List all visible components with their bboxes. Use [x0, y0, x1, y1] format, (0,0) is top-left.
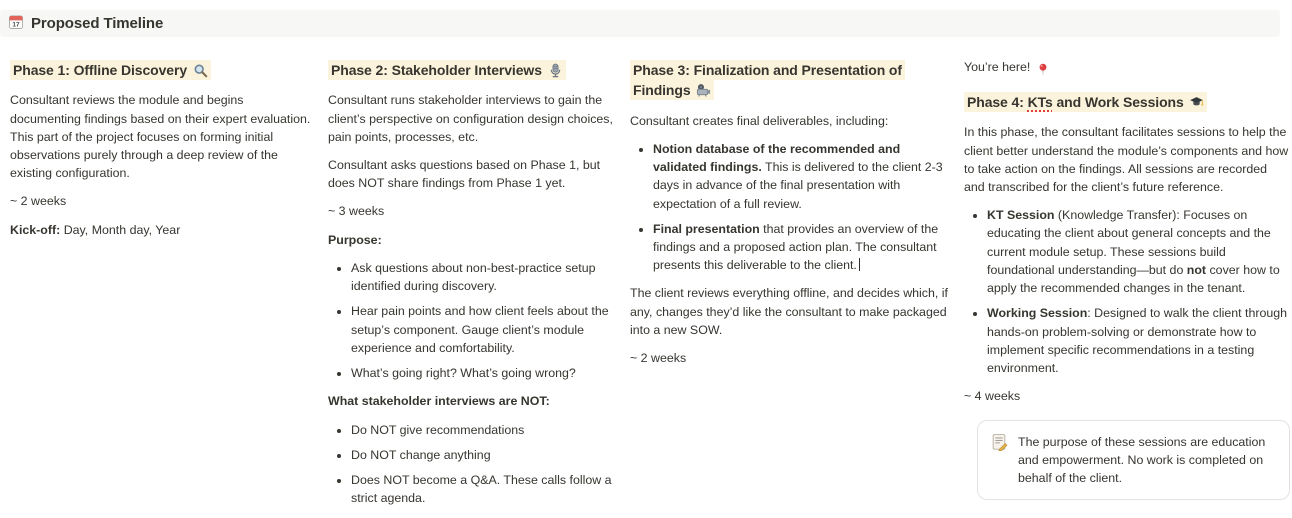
calendar-icon[interactable]: [8, 14, 24, 32]
text-segment: that provides an overview of the findings and a proposed action plan. The consultant presents this deliverable to the client.: [653, 222, 938, 272]
text-segment: The purpose of these sessions are education and empowerment. No work is completed on behalf of the client.: [1018, 435, 1265, 485]
paragraph[interactable]: [630, 112, 948, 130]
bullet-list: [630, 140, 948, 275]
paragraph[interactable]: [964, 387, 1290, 405]
text-segment: Do NOT change anything: [351, 448, 491, 462]
memo-icon: [990, 433, 1008, 451]
text-segment: What’s going right? What’s going wrong?: [351, 366, 576, 380]
text-segment: Phase 2: Stakeholder Interviews: [331, 62, 542, 78]
text-segment: Consultant creates final deliverables, including:: [630, 114, 888, 128]
bullet-list: [328, 421, 614, 508]
paragraph[interactable]: [964, 123, 1290, 196]
bold-text: Purpose:: [328, 233, 382, 247]
projector-icon: [696, 83, 711, 103]
text-segment: This is delivered to the client 2-3 days in advance of the final presentation with expectation of a full review.: [653, 160, 943, 210]
bullet-list: [328, 259, 614, 382]
text-segment: Day, Month day, Year: [60, 223, 180, 237]
column-phase-3: [630, 60, 948, 377]
text-segment: Phase 1: Offline Discovery: [13, 62, 187, 78]
phase-4-heading[interactable]: [964, 92, 1290, 115]
paragraph[interactable]: [10, 221, 312, 239]
list-item[interactable]: [351, 364, 614, 382]
column-phase-1: [10, 60, 312, 249]
text-segment: You’re here!: [964, 60, 1034, 74]
callout-text: [1018, 433, 1275, 488]
list-item[interactable]: [351, 421, 614, 439]
paragraph[interactable]: [328, 202, 614, 220]
column-phase-2: [328, 60, 614, 518]
list-item[interactable]: [351, 446, 614, 464]
list-item[interactable]: [653, 140, 948, 213]
text-segment: The client reviews everything offline, and decides which, if any, changes they’d like the consultant to make packaged into a new SOW.: [630, 286, 948, 336]
bold-text: What stakeholder interviews are NOT:: [328, 394, 550, 408]
text-segment: cover how to apply the recommended changes in the tenant.: [987, 263, 1280, 295]
text-segment: ~ 4 weeks: [964, 389, 1020, 403]
svg-text:17: 17: [12, 22, 20, 29]
paragraph[interactable]: [328, 231, 614, 249]
text-segment: Ask questions about non-best-practice setup identified during discovery.: [351, 261, 596, 293]
bullet-list: [964, 206, 1290, 377]
heading-highlight: [964, 92, 1207, 112]
pushpin-icon: [1036, 63, 1050, 77]
list-item[interactable]: [653, 220, 948, 275]
bold-text: not: [1187, 263, 1206, 277]
text-segment: Do NOT give recommendations: [351, 423, 524, 437]
column-phase-4: [964, 60, 1290, 500]
text-segment: ~ 2 weeks: [10, 194, 66, 208]
text-segment: Phase 4:: [967, 94, 1028, 110]
heading-highlight: [630, 60, 905, 100]
graduation-cap-icon: [1189, 95, 1204, 115]
magnifier-icon: [193, 63, 208, 83]
phase-2-heading[interactable]: [328, 60, 614, 83]
callout[interactable]: [977, 420, 1290, 501]
section-titlebar[interactable]: [0, 10, 1280, 37]
bold-text: Kick-off:: [10, 223, 60, 237]
text-segment: Phase 3: Finalization and Presentation of Findings: [633, 62, 902, 98]
text-segment: Consultant runs stakeholder interviews to gain the client’s perspective on configuration design choices, pain points, processes, etc.: [328, 93, 613, 143]
microphone-icon: [548, 63, 563, 83]
text-segment: Consultant asks questions based on Phase 1, but does NOT share findings from Phase 1 yet.: [328, 158, 600, 190]
list-item[interactable]: [987, 206, 1290, 297]
you-are-here-label[interactable]: [964, 60, 1290, 77]
text-segment: KTs: [1028, 94, 1053, 110]
paragraph[interactable]: [328, 91, 614, 146]
text-segment: Does NOT become a Q&A. These calls follow a strict agenda.: [351, 473, 612, 505]
heading-highlight: [10, 60, 211, 80]
text-segment: and Work Sessions: [1053, 94, 1184, 110]
bold-text: Notion database of the recommended and validated findings.: [653, 142, 900, 174]
paragraph[interactable]: [10, 91, 312, 182]
phase-1-heading[interactable]: [10, 60, 312, 83]
columns: [0, 37, 1292, 518]
list-item[interactable]: [351, 259, 614, 295]
paragraph[interactable]: [328, 392, 614, 410]
phase-3-heading[interactable]: [630, 60, 948, 104]
text-segment: (Knowledge Transfer): Focuses on educating the client about general concepts and the current module setup. These sessions build foundational understanding—but do: [987, 208, 1271, 277]
paragraph[interactable]: [630, 349, 948, 367]
heading-highlight: [328, 60, 566, 80]
bold-text: Final presentation: [653, 222, 760, 236]
paragraph[interactable]: [328, 156, 614, 192]
page-title: Proposed Timeline: [31, 15, 163, 32]
text-segment: Consultant reviews the module and begins documenting findings based on their expert evaluation. This part of the project focuses on forming initial observations purely through a deep review of the existing configuration.: [10, 93, 310, 180]
text-segment: In this phase, the consultant facilitates sessions to help the client better understand the module’s components and how to take action on the findings. All sessions are recorded and transcribed for the client’s future reference.: [964, 125, 1288, 194]
list-item[interactable]: [987, 304, 1290, 377]
text-caret: [859, 258, 861, 271]
list-item[interactable]: [351, 302, 614, 357]
paragraph[interactable]: [10, 192, 312, 210]
text-segment: ~ 3 weeks: [328, 204, 384, 218]
bold-text: KT Session: [987, 208, 1054, 222]
text-segment: : Designed to walk the client through hands-on problem-solving or demonstrate how to implement specific recommendations in a testing environment.: [987, 306, 1287, 375]
text-segment: ~ 2 weeks: [630, 351, 686, 365]
paragraph[interactable]: [630, 284, 948, 339]
text-segment: Hear pain points and how client feels about the setup’s component. Gauge client’s module experience and comfortability.: [351, 304, 609, 354]
bold-text: Working Session: [987, 306, 1087, 320]
list-item[interactable]: [351, 471, 614, 507]
